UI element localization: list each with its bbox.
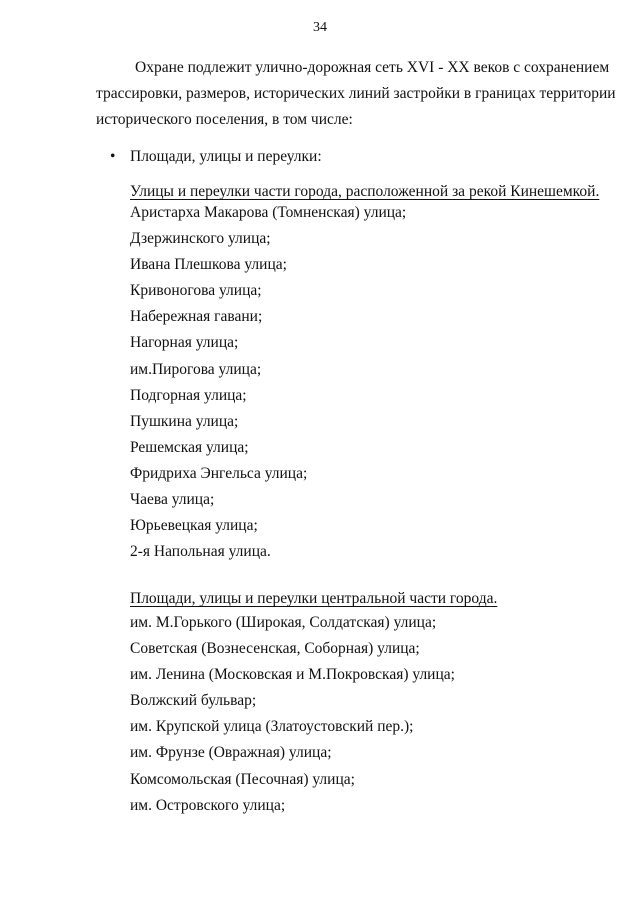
list-item: Набережная гавани; [130,308,263,326]
list-item: Фридриха Энгельса улица; [130,464,308,482]
list-item: Подгорная улица; [130,386,247,404]
list-item: Чаева улица; [130,491,215,509]
bullet-label: Площади, улицы и переулки: [130,148,322,165]
intro-line: Охране подлежит улично-дорожная сеть XVI - XX веков с сохранением [135,59,610,76]
list-item: им.Пирогова улица; [130,360,262,378]
intro-paragraph [96,55,616,133]
section-heading-zarechye: Улицы и переулки части города, расположенной за рекой Кинешемкой. [130,183,600,200]
list-item: Аристарха Макарова (Томненская) улица; [130,204,407,221]
list-item: Дзержинского улица; [130,230,271,248]
bullet-icon: • [110,148,116,165]
intro-line: исторического поселения, в том числе: [96,111,353,128]
list-item: Кривоногова улица; [130,282,262,300]
list-item: Ивана Плешкова улица; [130,256,287,274]
list-item: Советская (Вознесенская, Соборная) улица; [130,640,420,658]
list-item: Пушкина улица; [130,412,239,430]
list-item: им. М.Горького (Широкая, Солдатская) улица; [130,614,437,631]
page-number: 34 [313,20,327,35]
list-item: им. Крупской улица (Златоустовский пер.); [130,718,414,736]
list-item: Нагорная улица; [130,334,239,352]
list-item: Комсомольская (Песочная) улица; [130,770,355,788]
street-list-zarechye [130,200,406,565]
list-item: им. Фрунзе (Овражная) улица; [130,744,332,762]
list-item: Юрьевецкая улица; [130,517,258,535]
list-item: Волжский бульвар; [130,692,257,710]
bullet-item [110,145,322,169]
list-item: им. Ленина (Московская и М.Покровская) улица; [130,666,455,684]
intro-line: трассировки, размеров, исторических линий застройки в границах территории [96,85,616,102]
list-item: 2-я Напольная улица. [130,543,271,561]
list-item: Решемская улица; [130,438,249,456]
section-heading-center: Площади, улицы и переулки центральной части города. [130,590,498,607]
street-list-center [130,610,455,819]
list-item: им. Островского улица; [130,796,286,814]
